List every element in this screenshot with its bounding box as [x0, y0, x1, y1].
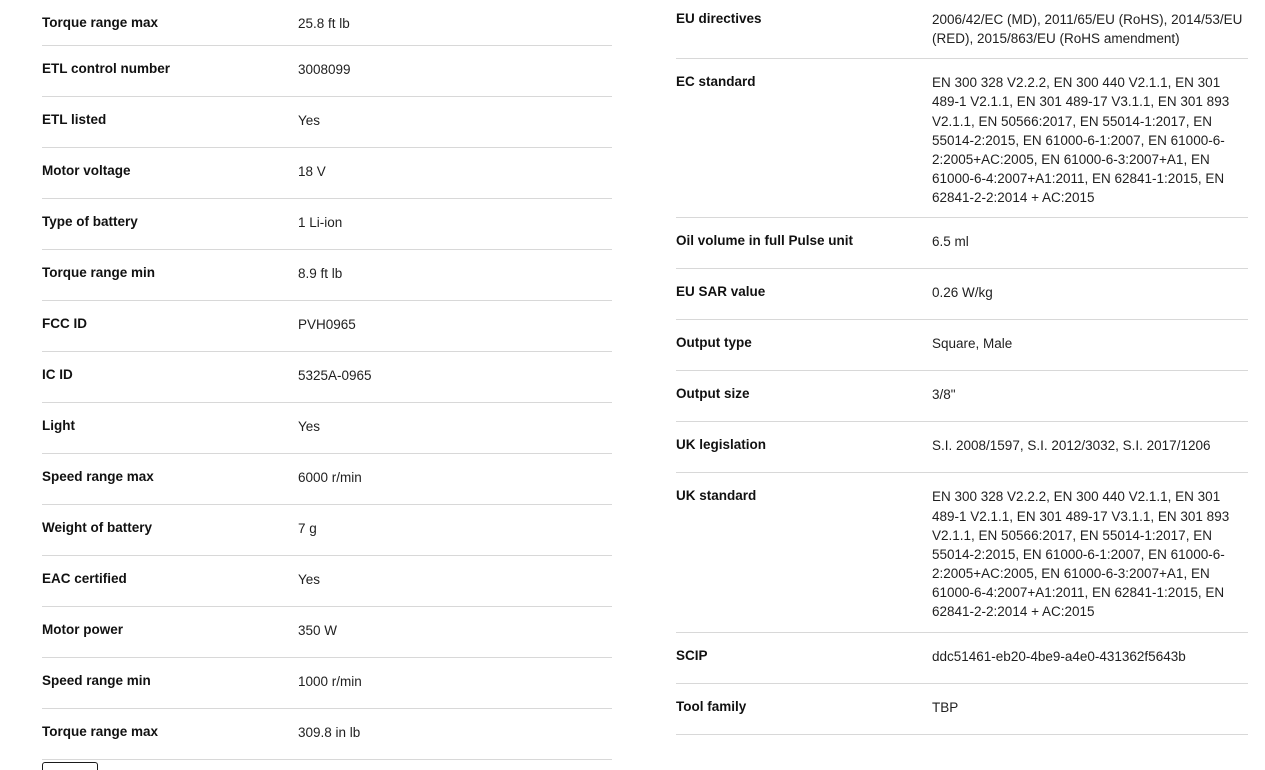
- spec-value: 2006/42/EC (MD), 2011/65/EU (RoHS), 2014/53/EU (RED), 2015/863/EU (RoHS amendment): [932, 12, 1243, 47]
- spec-value: EN 300 328 V2.2.2, EN 300 440 V2.1.1, EN 301 489-1 V2.1.1, EN 301 489-17 V3.1.1, EN 301 893 V2.1.1, EN 50566:2017, EN 55014-1:2017, EN 55014-2:2015, EN 61000-6-1:2007, EN 61000-6-2:2005+AC:2005, EN 61000-6-3:2007+A1, EN 61000-6-4:2007+A1:2011, EN 62841-1:2015, EN 62841-2-2:2014 + AC:2015: [932, 489, 1230, 620]
- spec-label: ETL control number: [42, 61, 171, 76]
- spec-label: Weight of battery: [42, 520, 153, 535]
- spec-row: [676, 59, 1248, 218]
- partial-button-below-fold[interactable]: [42, 762, 98, 770]
- spec-row: [676, 633, 1248, 684]
- spec-row: [42, 556, 612, 607]
- spec-value: 1000 r/min: [298, 674, 362, 689]
- spec-row: [42, 454, 612, 505]
- spec-value: PVH0965: [298, 317, 356, 332]
- spec-row: [42, 505, 612, 556]
- spec-row: [42, 301, 612, 352]
- spec-value: 8.9 ft lb: [298, 266, 343, 281]
- spec-label: IC ID: [42, 367, 73, 382]
- spec-row: [42, 658, 612, 709]
- spec-row: [676, 473, 1248, 632]
- spec-row: [42, 46, 612, 97]
- spec-value: TBP: [932, 699, 959, 715]
- spec-row: [42, 403, 612, 454]
- spec-label: EU directives: [676, 11, 762, 26]
- spec-value: 7 g: [298, 521, 317, 536]
- spec-value: 6.5 ml: [932, 234, 969, 250]
- spec-value: 309.8 in lb: [298, 725, 361, 740]
- spec-value: 1 Li-ion: [298, 215, 343, 230]
- spec-value: 25.8 ft lb: [298, 16, 350, 31]
- spec-value: Yes: [298, 113, 321, 128]
- spec-value: 3008099: [298, 62, 351, 77]
- spec-label: EU SAR value: [676, 284, 766, 300]
- spec-label: Type of battery: [42, 214, 138, 229]
- spec-label: SCIP: [676, 647, 708, 663]
- spec-label: Motor power: [42, 622, 123, 637]
- spec-row: [676, 371, 1248, 422]
- spec-label: Oil volume in full Pulse unit: [676, 233, 854, 249]
- spec-row: [676, 320, 1248, 371]
- spec-column-left: [42, 0, 654, 770]
- spec-row: [42, 607, 612, 658]
- spec-row: [676, 218, 1248, 269]
- spec-value: Square, Male: [932, 336, 1013, 352]
- spec-label: Speed range max: [42, 469, 154, 484]
- spec-row: [42, 709, 612, 760]
- spec-value: 0.26 W/kg: [932, 285, 993, 301]
- spec-value: 3/8": [932, 387, 956, 403]
- spec-label: Speed range min: [42, 673, 151, 688]
- spec-label: EAC certified: [42, 571, 127, 586]
- spec-row: [676, 684, 1248, 735]
- spec-label: Tool family: [676, 698, 747, 714]
- spec-label: Motor voltage: [42, 163, 131, 178]
- spec-row: [42, 0, 612, 46]
- spec-label: ETL listed: [42, 112, 107, 127]
- spec-value: 6000 r/min: [298, 470, 362, 485]
- spec-label: Output size: [676, 386, 750, 402]
- spec-label: UK legislation: [676, 437, 767, 453]
- spec-row: [42, 199, 612, 250]
- spec-column-right: [676, 0, 1248, 770]
- spec-label: UK standard: [676, 488, 757, 504]
- spec-label: Torque range min: [42, 265, 156, 280]
- spec-value: 350 W: [298, 623, 338, 638]
- spec-value: Yes: [298, 419, 321, 434]
- spec-row: [42, 250, 612, 301]
- spec-row: [676, 269, 1248, 320]
- spec-row: [42, 97, 612, 148]
- spec-row: [42, 148, 612, 199]
- spec-label: EC standard: [676, 74, 756, 90]
- spec-label: FCC ID: [42, 316, 87, 331]
- spec-label: Torque range max: [42, 724, 159, 739]
- spec-label: Output type: [676, 335, 752, 351]
- spec-value: 5325A-0965: [298, 368, 372, 383]
- spec-value: S.I. 2008/1597, S.I. 2012/3032, S.I. 2017/1206: [932, 438, 1211, 454]
- spec-row: [42, 352, 612, 403]
- spec-value: EN 300 328 V2.2.2, EN 300 440 V2.1.1, EN 301 489-1 V2.1.1, EN 301 489-17 V3.1.1, EN 301 893 V2.1.1, EN 50566:2017, EN 55014-1:2017, EN 55014-2:2015, EN 61000-6-1:2007, EN 61000-6-2:2005+AC:2005, EN 61000-6-3:2007+A1, EN 61000-6-4:2007+A1:2011, EN 62841-1:2015, EN 62841-2-2:2014 + AC:2015: [932, 75, 1230, 206]
- spec-label: Torque range max: [42, 15, 159, 30]
- spec-value: 18 V: [298, 164, 326, 179]
- spec-value: Yes: [298, 572, 321, 587]
- spec-row: [676, 422, 1248, 473]
- spec-row: [676, 0, 1248, 59]
- spec-value: ddc51461-eb20-4be9-a4e0-431362f5643b: [932, 648, 1186, 664]
- spec-label: Light: [42, 418, 75, 433]
